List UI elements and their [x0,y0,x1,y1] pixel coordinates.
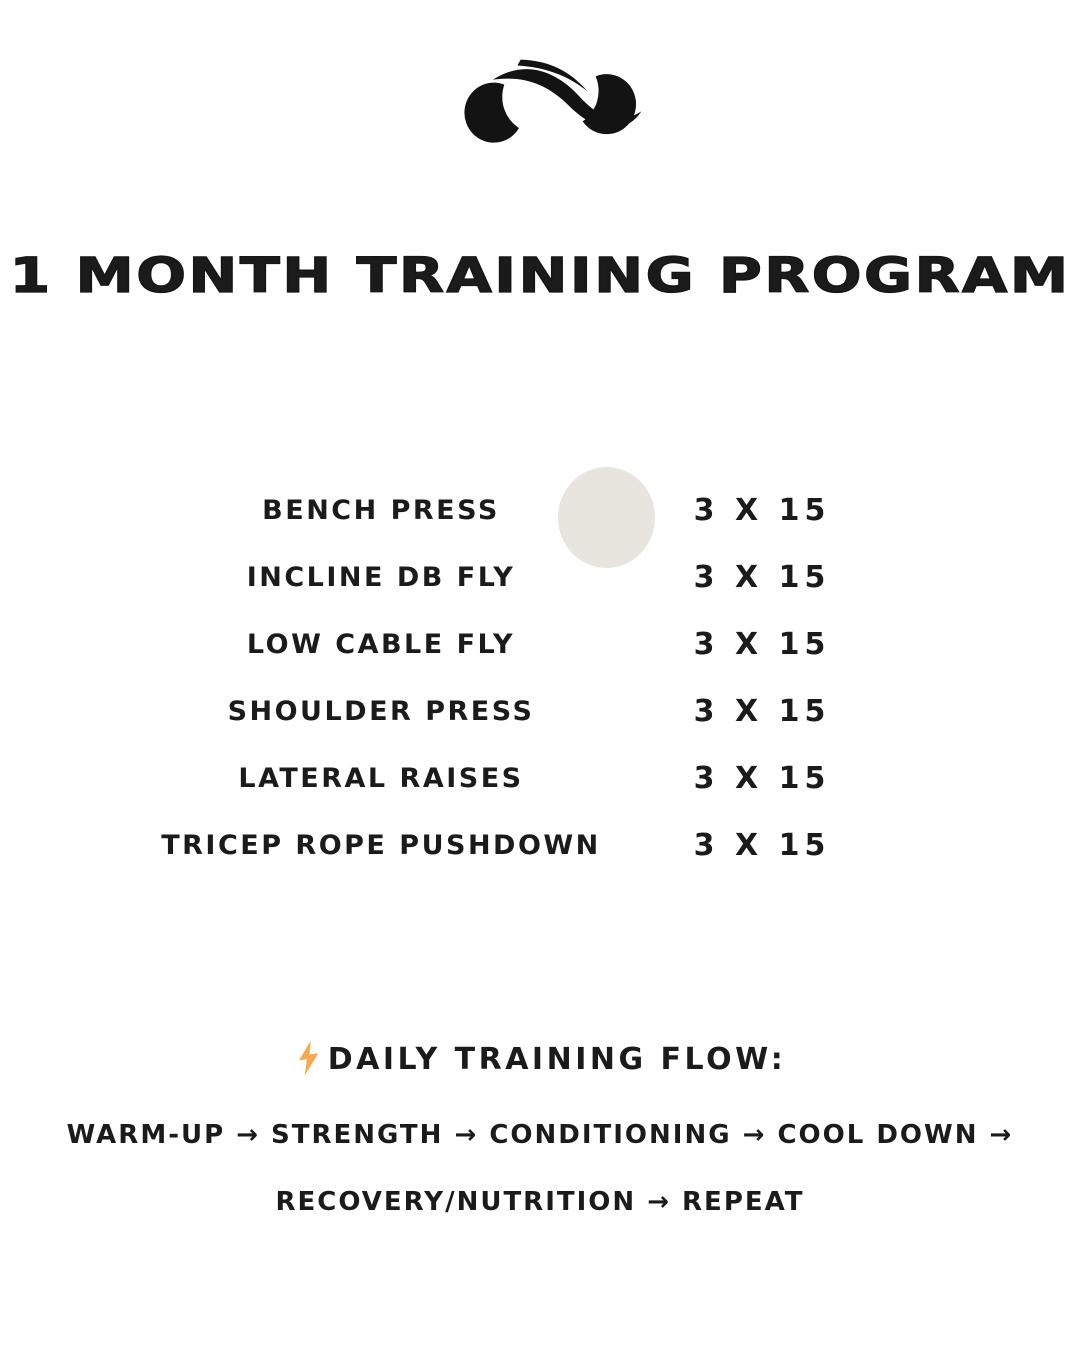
brand-logo [444,53,656,153]
exercise-sets: 3 X 15 [693,694,831,729]
lightning-bolt-icon [294,1039,324,1079]
exercise-name: LATERAL RAISES [238,763,524,794]
flow-sequence-line-2: RECOVERY/NUTRITION → REPEAT [275,1187,805,1217]
logo-right-crescent [583,74,636,134]
table-row [0,477,1080,544]
page-title: 1 MONTH TRAINING PROGRAM [9,247,1071,304]
exercise-sets: 3 X 15 [693,627,831,662]
flow-sequence-line-1: WARM-UP → STRENGTH → CONDITIONING → COOL DOWN → [66,1120,1014,1150]
exercise-name: INCLINE DB FLY [246,562,516,593]
table-row [0,812,1080,879]
daily-flow-heading [0,1031,1080,1087]
exercise-name: SHOULDER PRESS [227,696,535,727]
table-row [0,611,1080,678]
exercise-sets: 3 X 15 [693,828,831,863]
exercise-sets: 3 X 15 [693,560,831,595]
exercise-name: LOW CABLE FLY [246,629,516,660]
table-row [0,678,1080,745]
infinity-wave-icon [444,53,656,153]
logo-left-crescent [464,83,519,143]
workout-table [0,477,1080,879]
exercise-name: BENCH PRESS [262,495,500,526]
table-row [0,544,1080,611]
exercise-sets: 3 X 15 [693,493,831,528]
exercise-sets: 3 X 15 [693,761,831,796]
daily-flow-heading-label: DAILY TRAINING FLOW: [327,1041,787,1077]
table-row [0,745,1080,812]
exercise-name: TRICEP ROPE PUSHDOWN [161,830,601,861]
